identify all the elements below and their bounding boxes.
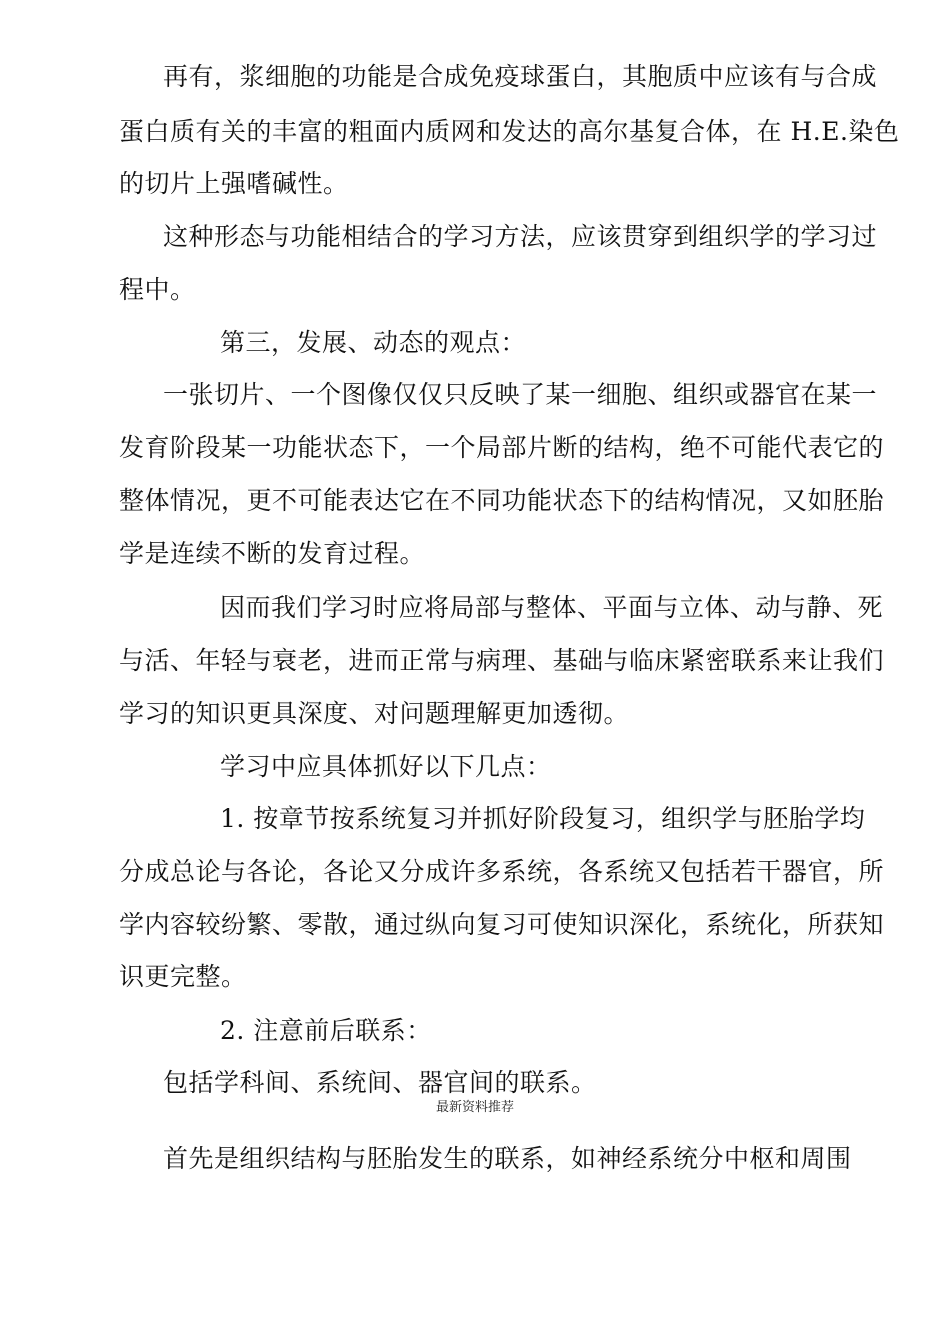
text-line: 与活、年轻与衰老，进而正常与病理、基础与临床紧密联系来让我们: [119, 646, 885, 675]
text-line: 因而我们学习时应将局部与整体、平面与立体、动与静、死: [220, 593, 884, 622]
text-line: 这种形态与功能相结合的学习方法，应该贯穿到组织学的学习过: [163, 222, 878, 251]
text-line: 分成总论与各论，各论又分成许多系统，各系统又包括若干器官，所: [119, 857, 885, 886]
list-item: 1. 按章节按系统复习并抓好阶段复习，组织学与胚胎学均: [220, 804, 866, 833]
text-line: 再有，浆细胞的功能是合成免疫球蛋白，其胞质中应该有与合成: [163, 62, 878, 91]
text-line: 识更完整。: [119, 962, 247, 991]
text-line: 蛋白质有关的丰富的粗面内质网和发达的高尔基复合体，在 H.E.染色: [119, 117, 900, 146]
text-line: 的切片上强嗜碱性。: [119, 169, 349, 198]
text-line: 首先是组织结构与胚胎发生的联系，如神经系统分中枢和周围: [163, 1144, 852, 1173]
text-line: 一张切片、一个图像仅仅只反映了某一细胞、组织或器官在某一: [163, 380, 878, 409]
page-footer: 最新资料推荐: [435, 1100, 514, 1115]
text-line: 学习的知识更具深度、对问题理解更加透彻。: [119, 699, 630, 728]
text-line: 学内容较纷繁、零散，通过纵向复习可使知识深化，系统化，所获知: [119, 910, 885, 939]
text-line: 整体情况，更不可能表达它在不同功能状态下的结构情况，又如胚胎: [119, 486, 885, 515]
list-item: 2. 注意前后联系：: [220, 1016, 432, 1045]
text-line: 包括学科间、系统间、器官间的联系。: [163, 1068, 597, 1097]
text-line: 程中。: [119, 275, 196, 304]
text-line: 发育阶段某一功能状态下，一个局部片断的结构，绝不可能代表它的: [119, 433, 885, 462]
text-line: 学是连续不断的发育过程。: [119, 539, 426, 568]
section-heading: 第三，发展、动态的观点：: [220, 328, 527, 357]
text-line: 学习中应具体抓好以下几点：: [220, 752, 552, 781]
